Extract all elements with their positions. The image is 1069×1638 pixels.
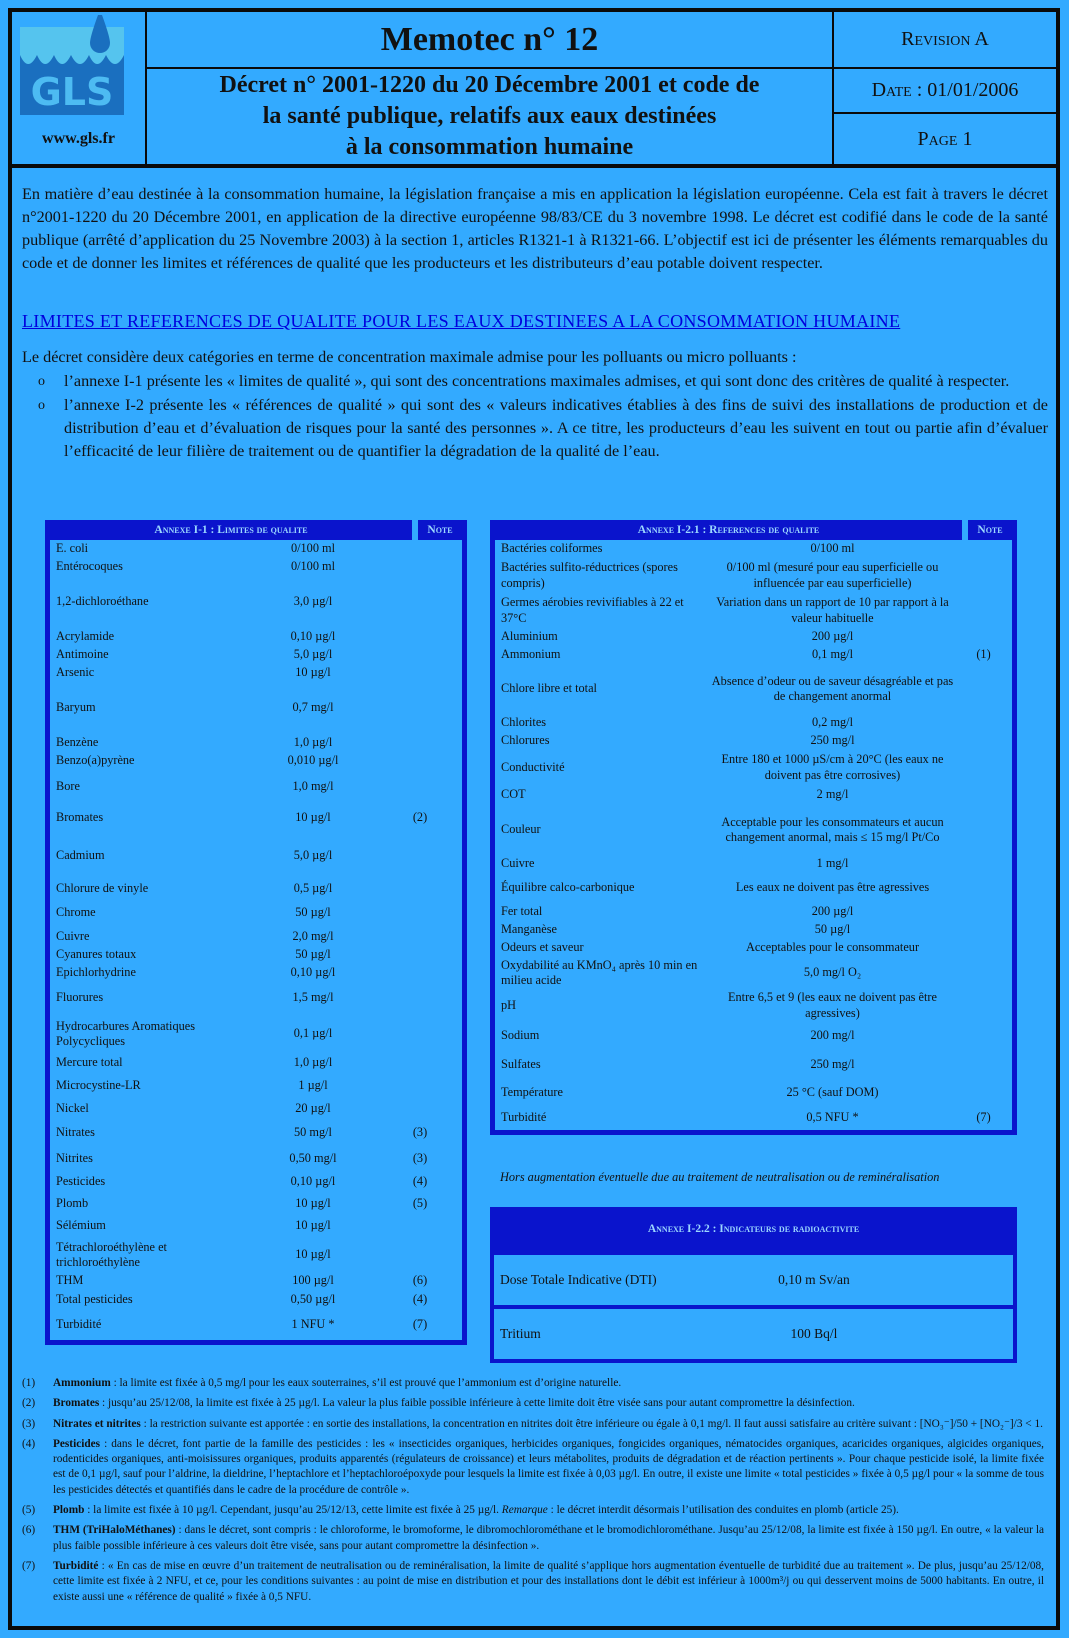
parameter-value: Variation dans un rapport de 10 par rapport à la valeur habituelle	[716, 595, 949, 625]
parameter-value: 10 µg/l	[295, 1196, 331, 1211]
note-ref: (1)	[976, 647, 991, 662]
parameter-name: Tétrachloroéthylène et trichloroéthylène	[56, 1239, 167, 1269]
parameter-value: Acceptables pour le consommateur	[745, 940, 920, 955]
parameter-value: 50 µg/l	[295, 947, 331, 962]
annex-i1-header	[50, 520, 462, 540]
note-column-header: Note	[412, 520, 462, 540]
note-ref: (4)	[412, 1292, 428, 1307]
parameter-value: 200 µg/l	[811, 629, 854, 644]
table-row	[50, 628, 462, 646]
parameter-value: 1 mg/l	[816, 856, 849, 871]
parameter-name: Sodium	[501, 1028, 540, 1043]
meta-cell	[834, 12, 1056, 164]
note-ref: (4)	[412, 1174, 428, 1189]
parameter-name: Cuivre	[56, 929, 90, 944]
gls-logo-icon	[20, 15, 124, 115]
parameter-value: 50 mg/l	[294, 1125, 332, 1140]
parameter-name: Nickel	[56, 1101, 89, 1116]
parameter-value: Entre 180 et 1000 µS/cm à 20°C (les eaux ne doivent pas être corrosives)	[721, 752, 944, 782]
parameter-value: 250 mg/l	[810, 733, 855, 748]
footnotes	[22, 1376, 1044, 1610]
parameter-value: 0,5 NFU *	[806, 1110, 859, 1125]
parameter-value: 0/100 ml (mesuré pour eau superficielle ou influencée par eau superficielle)	[726, 560, 939, 590]
note-ref: (7)	[412, 1317, 428, 1332]
parameter-value: Acceptable pour les consommateurs et aucun changement anormal, mais ≤ 15 mg/l Pt/Co	[721, 814, 944, 844]
parameter-name: Hydrocarbures Aromatiques Polycycliques	[56, 1018, 195, 1048]
parameter-name: Sulfates	[501, 1057, 541, 1072]
table-row	[495, 732, 1012, 750]
document-title-text: Memotec n° 12	[380, 20, 599, 58]
table-row	[50, 880, 462, 898]
parameter-name: Turbidité	[501, 1110, 547, 1125]
parameter-value: 10 µg/l	[295, 1218, 331, 1233]
parameter-value: 1,0 µg/l	[293, 1055, 333, 1070]
parameter-name: Microcystine-LR	[56, 1078, 141, 1093]
footnote-item	[22, 1503, 1044, 1518]
parameter-name: Bactéries sulfito-réductrices (spores compris)	[501, 560, 678, 590]
table-row	[495, 873, 1012, 903]
parameter-name: Sélémium	[56, 1218, 106, 1233]
table-row	[50, 1148, 462, 1170]
subtitle-line: Décret n° 2001-1220 du 20 Décembre 2001 et code de	[219, 72, 760, 98]
intro-paragraph: En matière d’eau destinée à la consommation humaine, la législation française a mis en application la législation européenne. Cela est fait à travers le décret n°2001-1220 du 20 Décembre 2001, en application de la directive européenne 98/83/CE du 3 novembre 1998. Le décret est codifié dans le code de la santé publique (arrêté d’application du 25 Novembre 2003) à la section 1, articles R1321-1 à R1321-66. L’objectif est ici de présenter les éléments remarquables du code et de donner les limites et références de qualité que les producteurs et les distributeurs d’eau potable doivent respecter.	[22, 185, 1048, 272]
parameter-value: 1 NFU *	[291, 1317, 335, 1332]
parameter-name: 1,2-dichloroéthane	[56, 594, 149, 609]
parameter-name: Chlorure de vinyle	[56, 881, 149, 896]
table-row	[495, 989, 1012, 1022]
annex-i21-title: Annexe I-2.1 : References de qualite	[637, 524, 820, 536]
parameter-name: Epichlorhydrine	[56, 965, 136, 980]
parameter-name: Conductivité	[501, 759, 565, 774]
footnote-number: (6)	[22, 1524, 36, 1537]
note-ref: (2)	[412, 810, 428, 825]
annex-i22-title: Annexe I-2.2 : Indicateurs de radioactivite	[647, 1223, 860, 1235]
logo-cell	[12, 12, 147, 164]
lead-paragraph: Le décret considère deux catégories en terme de concentration maximale admise pour les polluants ou micro polluants :	[22, 348, 797, 366]
table-row	[50, 1214, 462, 1238]
parameter-name: Total pesticides	[56, 1292, 133, 1307]
parameter-value: 50 µg/l	[295, 905, 331, 920]
parameter-name: Antimoine	[56, 647, 109, 662]
parameter-name: Chlorures	[501, 733, 550, 748]
logo-url[interactable]: www.gls.fr	[42, 130, 115, 147]
table-row	[495, 1106, 1012, 1130]
parameter-name: COT	[501, 787, 526, 802]
parameter-value: 10 µg/l	[295, 665, 331, 680]
table-row	[50, 770, 462, 804]
note-column-header: Note	[962, 520, 1012, 540]
parameter-value: 1,0 mg/l	[292, 779, 334, 794]
parameter-name: Bore	[56, 779, 80, 794]
parameter-name: Plomb	[56, 1196, 89, 1211]
parameter-value: 0,10 m Sv/an	[778, 1272, 850, 1287]
parameter-value: 0/100 ml	[290, 541, 336, 556]
parameter-name: Germes aérobies revivifiables à 22 et 37°C	[501, 595, 684, 625]
table-row	[495, 921, 1012, 939]
parameter-value: 0,1 µg/l	[293, 1026, 333, 1041]
table-row	[50, 1290, 462, 1310]
footnote-item	[22, 1376, 1044, 1391]
footnote-text: Ammonium : la limite est fixée à 0,5 mg/l pour les eaux souterraines, s’il est prouvé que l’ammonium est d’origine naturelle.	[53, 1377, 622, 1389]
parameter-name: Chlorites	[501, 715, 547, 730]
circle-bullet-icon: o	[38, 374, 45, 389]
annex-i1-table	[45, 520, 467, 1345]
table-row	[50, 946, 462, 964]
parameter-value: 2 mg/l	[816, 787, 849, 802]
turbidity-footnote: Hors augmentation éventuelle due au traitement de neutralisation ou de reminéralisation	[500, 1170, 940, 1184]
parameter-value: 0,010 µg/l	[287, 753, 339, 768]
table-row	[50, 1100, 462, 1118]
table-row	[494, 1309, 1013, 1359]
parameter-value: 0,10 µg/l	[290, 965, 336, 980]
svg-text:GLS: GLS	[30, 70, 114, 114]
table-row	[50, 576, 462, 628]
table-row	[495, 957, 1012, 989]
footnote-item	[22, 1559, 1044, 1605]
footnote-text: Bromates : jusqu’au 25/12/08, la limite est fixée à 25 µg/l. La valeur la plus faible possible inférieure à cette limite doit être visée sans pour autant compromettre la désinfection.	[53, 1397, 855, 1410]
table-row	[50, 898, 462, 928]
footnote-text: Plomb : la limite est fixée à 10 µg/l. Cependant, jusqu’au 25/12/13, cette limite est fixée à 25 µg/l. Remarque : le décret interdit désormais l’utilisation des conduites en plomb (article 25).	[53, 1504, 899, 1517]
annex-i22-table	[490, 1207, 1017, 1363]
parameter-name: Manganèse	[501, 922, 557, 937]
parameter-name: Fer total	[501, 904, 543, 919]
parameter-name: Benzo(a)pyrène	[56, 753, 135, 768]
table-row	[495, 540, 1012, 558]
parameter-name: Chlore libre et total	[501, 681, 597, 696]
parameter-value: 0,5 µg/l	[293, 881, 333, 896]
table-row	[50, 1238, 462, 1272]
parameter-value: 200 mg/l	[810, 1028, 855, 1043]
annex-i21-body	[495, 540, 1012, 1130]
parameter-value: 100 µg/l	[292, 1273, 334, 1288]
parameter-value: 0,1 mg/l	[812, 647, 853, 662]
note-ref: (7)	[976, 1110, 991, 1125]
revision-label: Revision A	[834, 12, 1056, 69]
bullet-item	[38, 370, 1048, 393]
parameter-name: Mercure total	[56, 1055, 123, 1070]
parameter-name: Dose Totale Indicative (DTI)	[500, 1272, 657, 1287]
parameter-value: 5,0 mg/l O₂	[803, 965, 862, 980]
table-row	[50, 1272, 462, 1290]
table-row	[495, 1080, 1012, 1106]
table-row	[50, 558, 462, 576]
parameter-name: Cuivre	[501, 856, 535, 871]
parameter-name: Couleur	[501, 822, 541, 837]
annex-i22-header	[494, 1207, 1013, 1251]
parameter-value: 1,5 mg/l	[292, 990, 334, 1005]
parameter-value: 0,10 µg/l	[290, 1174, 336, 1189]
table-row	[495, 714, 1012, 732]
table-row	[495, 1050, 1012, 1080]
parameter-name: Tritium	[500, 1326, 541, 1341]
parameter-value: 0/100 ml	[290, 559, 336, 574]
parameter-name: THM	[56, 1273, 84, 1288]
document-subtitle	[147, 69, 832, 164]
parameter-name: Aluminium	[501, 629, 558, 644]
footnote-number: (4)	[22, 1437, 36, 1450]
parameter-value: 25 °C (sauf DOM)	[786, 1085, 879, 1100]
parameter-value: 0,10 µg/l	[290, 629, 336, 644]
parameter-name: Fluorures	[56, 990, 104, 1005]
table-row	[50, 832, 462, 880]
parameter-name: Acrylamide	[56, 629, 115, 644]
table-row	[50, 804, 462, 832]
parameter-name: Oxydabilité au KMnO₄ après 10 min en milieu acide	[501, 957, 698, 987]
table-row	[494, 1255, 1013, 1305]
table-row	[495, 903, 1012, 921]
parameter-value: 2,0 mg/l	[292, 929, 334, 944]
page-label: Page 1	[917, 127, 973, 150]
footnote-number: (5)	[22, 1504, 36, 1517]
document-header	[8, 8, 1060, 168]
parameter-name: Turbidité	[56, 1317, 102, 1332]
parameter-value: 10 µg/l	[295, 1247, 331, 1262]
table-row	[50, 928, 462, 946]
footnote-number: (7)	[22, 1559, 36, 1572]
parameter-value: 100 Bq/l	[790, 1326, 838, 1341]
parameter-name: Température	[501, 1085, 563, 1100]
parameter-name: Ammonium	[501, 647, 561, 662]
parameter-value: 0/100 ml	[810, 541, 855, 556]
table-row	[50, 1054, 462, 1072]
parameter-name: Benzène	[56, 735, 99, 750]
parameter-value: 20 µg/l	[295, 1101, 331, 1116]
parameter-value: 250 mg/l	[810, 1057, 855, 1072]
parameter-value: 1,0 µg/l	[293, 735, 333, 750]
table-row	[495, 855, 1012, 873]
table-row	[495, 785, 1012, 805]
annex-i1-body	[50, 540, 462, 1340]
footnote-item	[22, 1417, 1044, 1432]
footnote-item	[22, 1523, 1044, 1554]
table-row	[50, 664, 462, 682]
bullet-text: l’annexe I-1 présente les « limites de qualité », qui sont des concentrations maximales admises, et qui sont donc des critères de qualité à respecter.	[64, 372, 1010, 390]
circle-bullet-icon: o	[38, 398, 45, 413]
table-row	[50, 1118, 462, 1148]
table-row	[495, 1022, 1012, 1050]
footnote-number: (1)	[22, 1377, 36, 1389]
table-row	[50, 682, 462, 734]
note-ref: (6)	[412, 1273, 428, 1288]
table-row	[50, 1170, 462, 1194]
parameter-value: 3,0 µg/l	[293, 594, 333, 609]
parameter-name: Entérocoques	[56, 559, 123, 574]
table-row	[495, 939, 1012, 957]
table-row	[50, 982, 462, 1014]
table-row	[50, 1310, 462, 1340]
date-label: Date : 01/01/2006	[834, 69, 1056, 114]
footnote-item	[22, 1437, 1044, 1498]
table-row	[495, 628, 1012, 646]
parameter-name: Pesticides	[56, 1174, 106, 1189]
bullet-list	[38, 370, 1048, 464]
table-row	[50, 734, 462, 752]
parameter-value: 1 µg/l	[298, 1078, 328, 1093]
table-row	[50, 964, 462, 982]
annex-i21-table	[490, 520, 1017, 1135]
note-ref: (3)	[412, 1125, 428, 1140]
table-row	[50, 1014, 462, 1054]
parameter-name: Nitrates	[56, 1125, 95, 1140]
parameter-name: Nitrites	[56, 1151, 93, 1166]
footnote-text: Nitrates et nitrites : la restriction suivante est apportée : en sortie des installations, la concentration en nitrites doit être inférieure ou égale à 0,1 mg/l. Il faut aussi satisfaire au critère suivant : [NO₃⁻]/50 + [NO₂⁻]/3 < 1.	[53, 1417, 1043, 1430]
table-row	[50, 646, 462, 664]
parameter-name: Arsenic	[56, 665, 95, 680]
table-row	[495, 646, 1012, 664]
footnote-number: (3)	[22, 1417, 36, 1430]
parameter-name: Odeurs et saveur	[501, 940, 584, 955]
table-row	[495, 750, 1012, 785]
note-ref: (5)	[412, 1196, 428, 1211]
parameter-value: 5,0 µg/l	[293, 848, 333, 863]
parameter-name: E. coli	[56, 541, 89, 556]
subtitle-line: la santé publique, relatifs aux eaux destinées	[262, 103, 717, 129]
parameter-value: 0,50 µg/l	[290, 1292, 336, 1307]
annex-i1-title: Annexe I-1 : Limites de qualite	[154, 524, 308, 536]
parameter-value: 10 µg/l	[295, 810, 331, 825]
parameter-value: Les eaux ne doivent pas être agressives	[735, 880, 930, 895]
bullet-text: l’annexe I-2 présente les « références de qualité » qui sont des « valeurs indicatives établies à des fins de suivi des installations de production et de distribution d’eau et d’évaluation de risques pour la santé des personnes ». A ce titre, les producteurs d’eau les suivent en tout ou partie afin d’évaluer l’efficacité de leur filière de traitement ou de quantifier la dégradation de la qualité de l’eau.	[64, 396, 1048, 460]
bullet-item	[38, 394, 1048, 463]
table-row	[50, 1072, 462, 1100]
footnote-number: (2)	[22, 1397, 36, 1410]
parameter-value: 0,7 mg/l	[292, 700, 334, 715]
note-ref: (3)	[412, 1151, 428, 1166]
footnote-text: THM (TriHaloMéthanes) : dans le décret, sont compris : le chloroforme, le bromoforme, le dibromochlorométhane et le bromodichlorométhane. Jusqu’au 25/12/08, la limite est fixée à 150 µg/l. En outre, « la valeur la plus faible possible inférieure à ces valeurs doit être visée, sans pour autant compromettre la désinfection ».	[53, 1524, 1045, 1552]
parameter-name: Cadmium	[56, 848, 105, 863]
parameter-name: pH	[501, 997, 517, 1012]
parameter-name: Cyanures totaux	[56, 947, 137, 962]
parameter-value: 50 µg/l	[814, 922, 851, 937]
table-row	[495, 664, 1012, 714]
parameter-name: Bromates	[56, 810, 104, 825]
parameter-value: 0,2 mg/l	[812, 715, 853, 730]
section-title: LIMITES ET REFERENCES DE QUALITE POUR LES EAUX DESTINEES A LA CONSOMMATION HUMAINE	[22, 311, 901, 331]
parameter-name: Chrome	[56, 905, 96, 920]
table-row	[495, 805, 1012, 855]
document-title	[147, 12, 832, 69]
table-row	[50, 540, 462, 558]
parameter-value: 0,50 mg/l	[289, 1151, 337, 1166]
footnote-item	[22, 1396, 1044, 1411]
table-row	[50, 752, 462, 770]
parameter-name: Baryum	[56, 700, 96, 715]
table-row	[50, 1194, 462, 1214]
footnote-text: Pesticides : dans le décret, font partie de la famille des pesticides : les « insecticides organiques, herbicides organiques, fongicides organiques, nématocides organiques, acaricides organiques, algicides organiques, rodenticides organiques, anti-moisissures organiques, produits apparentés (régulateurs de croissance) et leurs métabolites, produits de dégradation et de réaction pertinents ». Pour chaque pesticide isolé, la limite fixée est de 0,1 µg/l, sauf pour l’aldrine, la dieldrine, l’heptachlore et l’heptachloroépoxyde pour lesquels la limite est fixée à 0,03 µg/l. En outre, il existe une limite « total pesticides » fixée à 0,5 µg/l pour « la somme de tous les pesticides détectés et quantifiés dans le cadre de la procédure de contrôle ».	[53, 1437, 1044, 1496]
annex-i21-header	[495, 520, 1012, 540]
title-cell	[147, 12, 834, 164]
parameter-value: Absence d’odeur ou de saveur désagréable et pas de changement anormal	[711, 673, 954, 703]
parameter-name: Équilibre calco-carbonique	[501, 880, 635, 895]
parameter-value: Entre 6,5 et 9 (les eaux ne doivent pas être agressives)	[728, 990, 937, 1020]
subtitle-line: à la consommation humaine	[345, 134, 634, 160]
table-row	[495, 558, 1012, 593]
parameter-value: 5,0 µg/l	[293, 647, 333, 662]
parameter-value: 200 µg/l	[811, 904, 854, 919]
parameter-name: Bactéries coliformes	[501, 541, 603, 556]
table-row	[495, 593, 1012, 628]
footnote-text: Turbidité : « En cas de mise en œuvre d’un traitement de neutralisation ou de reminéralisation, la limite de qualité s’applique hors augmentation éventuelle de turbidité due au traitement ». De plus, jusqu’au 25/12/08, cette limite est fixée à 2 NFU, et ce, pour les conditions suivantes : au point de mise en distribution et pour des installations dont le débit est inférieur à 1000m³/j ou qui desservent moins de 5000 habitants. En outre, il existe aussi une « référence de qualité » fixée à 0,5 NFU.	[53, 1559, 1044, 1603]
